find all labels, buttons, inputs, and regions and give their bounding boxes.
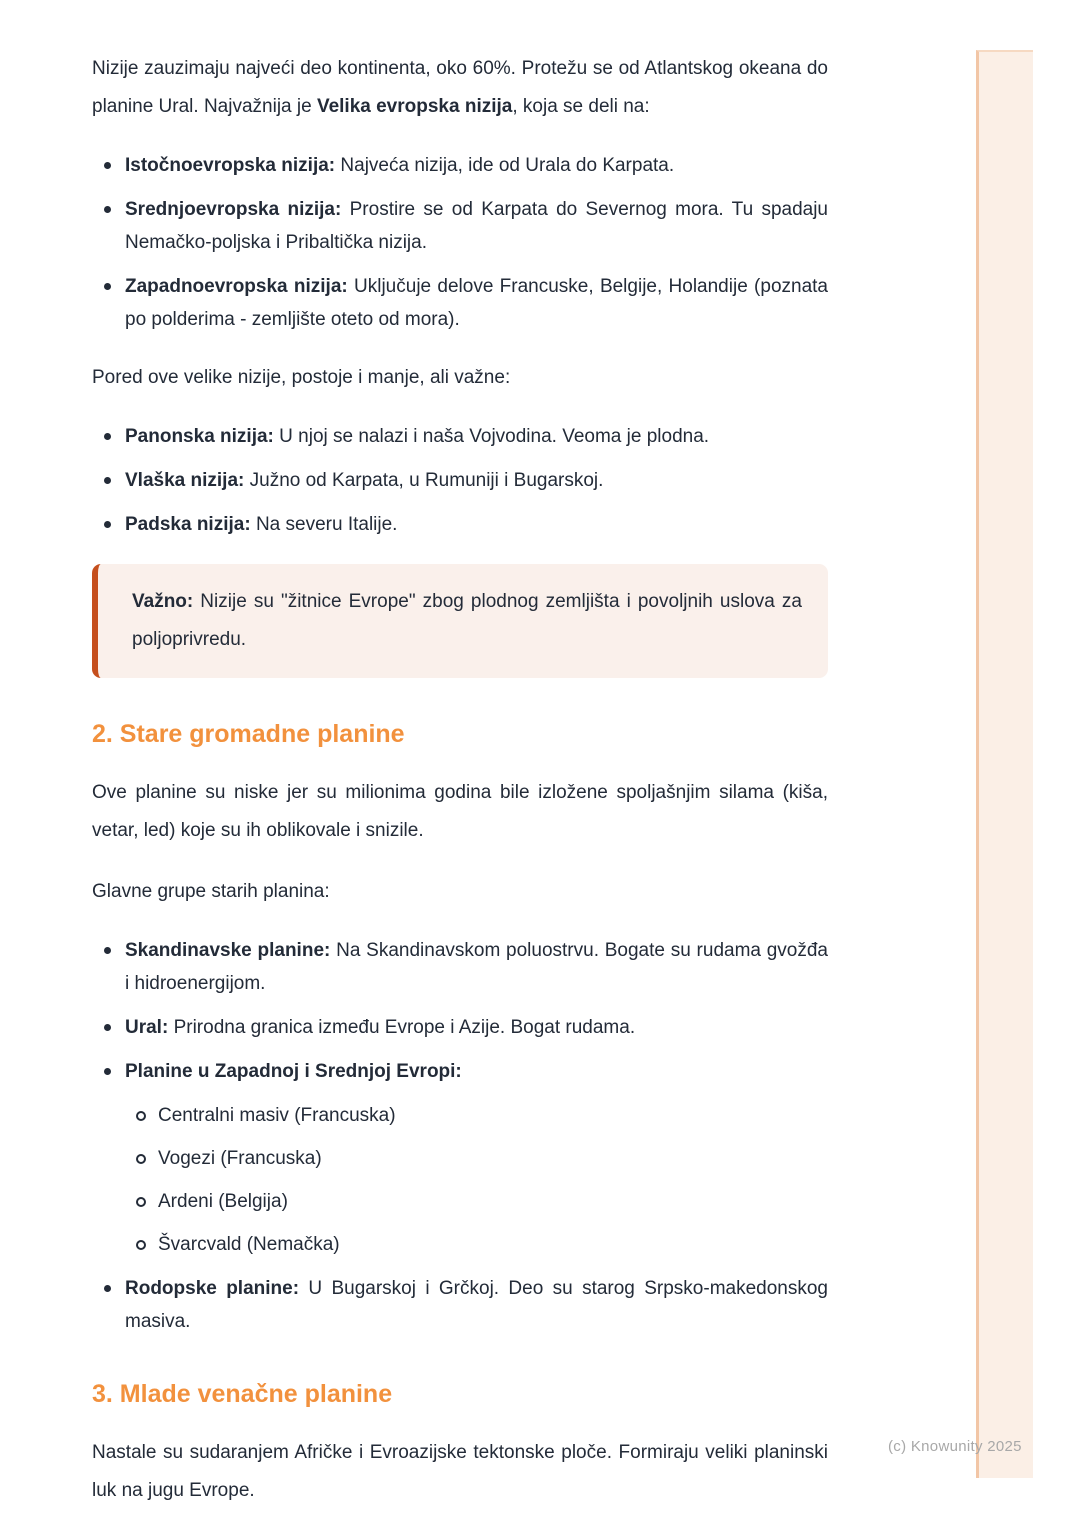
bullet-text: Uključuje delove Francuske, Belgije, Holandije (poznata po polderima - zemljište oteto od mora). [125,276,828,330]
intro-paragraph [92,50,828,126]
list-item [125,1011,828,1044]
intro-text-bold: Velika evropska nizija [316,96,513,117]
bullet-text: U njoj se nalazi i naša Vojvodina. Veoma je plodna. [273,426,710,447]
list-item [125,508,828,541]
section-heading-young-mountains: 3. Mlade venačne planine [92,1380,393,1408]
sub-list-item: Centralni masiv (Francuska) [158,1099,828,1132]
old-mountains-paragraph: Ove planine su niske jer su milionima godina bile izložene spoljašnjim silama (kiša, vetar, led) koje su ih oblikovale i snizile. [92,782,828,841]
document-page [92,0,828,1533]
bullet-text: Na severu Italije. [250,514,398,535]
bullet-text: Najveća nizija, ide od Urala do Karpata. [335,155,675,176]
western-central-mountains-sublist [125,1099,828,1261]
list-item [125,420,828,453]
bullet-lead: Rodopske planine: [125,1278,300,1299]
list-item [125,149,828,182]
minor-plains-list [92,420,828,541]
bullet-lead: Zapadnoevropska nizija: [125,276,348,297]
young-mountains-paragraph: Nastale su sudaranjem Afričke i Evroazijske tektonske ploče. Formiraju veliki planinski luk na jugu Evrope. [92,1442,828,1501]
list-item [125,1272,828,1338]
list-item [125,270,828,336]
callout-text: Nizije su "žitnice Evrope" zbog plodnog zemljišta i povoljnih uslova za poljoprivredu. [132,591,802,650]
bullet-lead: Padska nizija: [125,514,251,535]
major-plains-list [92,149,828,336]
copyright-watermark: (c) Knowunity 2025 [888,1438,1022,1455]
list-item [125,464,828,497]
section-heading-old-mountains: 2. Stare gromadne planine [92,720,405,748]
list-item [125,934,828,1000]
old-mountains-list [92,934,828,1338]
bullet-lead: Srednjoevropska nizija: [125,199,342,220]
bullet-text: Prirodna granica između Evrope i Azije. Bogat rudama. [168,1017,636,1038]
bullet-text: Južno od Karpata, u Rumuniji i Bugarskoj. [244,470,604,491]
important-callout [92,564,828,678]
bullet-lead: Panonska nizija: [125,426,274,447]
bullet-lead: Istočnoevropska nizija: [125,155,336,176]
list-item [125,193,828,259]
sub-list-item: Ardeni (Belgija) [158,1185,828,1218]
intro-text-pre: Nizije zauzimaju najveći deo kontinenta, oko 60%. Protežu se od Atlantskog okeana do planine Ural. Najvažnija je [92,58,828,117]
intro-text-post: , koja se deli na: [512,96,650,117]
old-mountains-groups-paragraph: Glavne grupe starih planina: [92,881,330,902]
bullet-lead: Skandinavske planine: [125,940,331,961]
callout-label: Važno: [132,591,194,612]
bullet-lead: Ural: [125,1017,169,1038]
sub-list-item: Švarcvald (Nemačka) [158,1228,828,1261]
list-item [125,1055,828,1261]
bullet-text: Prostire se od Karpata do Severnog mora. Tu spadaju Nemačko-poljska i Pribaltička nizija. [125,199,828,253]
right-accent-stripe [976,50,1033,1478]
bullet-lead: Vlaška nizija: [125,470,245,491]
bullet-text: Na Skandinavskom poluostrvu. Bogate su rudama gvožđa i hidroenergijom. [125,940,828,994]
bullet-text: U Bugarskoj i Grčkoj. Deo su starog Srpsko-makedonskog masiva. [125,1278,828,1332]
sub-list-item: Vogezi (Francuska) [158,1142,828,1175]
minor-plains-paragraph: Pored ove velike nizije, postoje i manje, ali važne: [92,367,511,388]
bullet-lead: Planine u Zapadnoj i Srednjoj Evropi: [125,1061,462,1082]
